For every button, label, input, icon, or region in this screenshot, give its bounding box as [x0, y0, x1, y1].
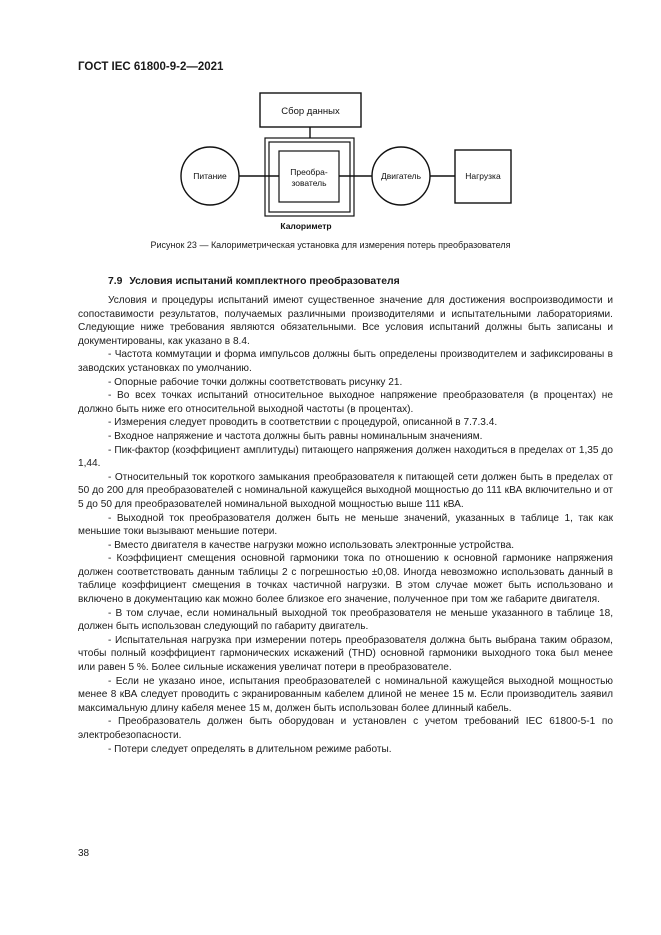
converter-label-line1: Преобра- — [290, 167, 328, 177]
list-item: - Измерения следует проводить в соответствии с процедурой, описанной в 7.7.3.4. — [108, 417, 498, 429]
document-header: ГОСТ IEC 61800-9-2—2021 — [78, 61, 224, 73]
motor-label: Двигатель — [380, 171, 422, 181]
list-item: - Коэффициент смещения основной гармоники тока по отношению к основной гармонике напряжения должен соответствовать данным таблицы 2 с погрешностью ±0,08. Иногда невозможно использовать данный в таблице коэффициент смещения в точках частичной нагрузки. В этом случае может быть использовано и включено в документацию как можно более близкое его значение, полученное при том же габарите двигателя. — [78, 553, 613, 606]
section-title: Условия испытаний комплектного преобразователя — [129, 276, 400, 287]
converter-label-line2: зователь — [291, 178, 327, 188]
list-item: - Во всех точках испытаний относительное выходное напряжение преобразователя (в процентах) не должно быть ниже его относительной выходной частоты (в процентах). — [78, 390, 613, 415]
list-item: - Опорные рабочие точки должны соответствовать рисунку 21. — [108, 376, 403, 388]
list-item: - Потери следует определять в длительном режиме работы. — [108, 743, 392, 755]
section-heading — [108, 276, 400, 287]
list-item: - Входное напряжение и частота должны быть равны номинальным значениям. — [108, 430, 483, 442]
paragraph: Условия и процедуры испытаний имеют существенное значение для достижения воспроизводимости и сопоставимости результатов, получаемых различными производителями и испытательными лабораториями. Следующие ниже требования являются обязательными. Все условия испытаний должны быть записаны и документированы, как указано в 8.4. — [78, 295, 613, 347]
list-item: - Если не указано иное, испытания преобразователей с номинальной кажущейся выходной мощностью менее 8 кВА следует проводить с экранированным кабелем длиной не менее 15 м. Если производитель заявил максимальную длину кабеля менее 15 м, должен быть использован более длинный кабель. — [78, 675, 613, 714]
list-item: - Частота коммутации и форма импульсов должны быть определены производителем и зафиксированы в заводских установках по умолчанию. — [78, 349, 613, 374]
list-item: - Выходной ток преобразователя должен быть не меньше значений, указанных в таблице 1, так как меньшие токи вызывают меньшие потери. — [78, 512, 613, 538]
supply-label: Питание — [193, 171, 227, 181]
load-label: Нагрузка — [465, 171, 501, 181]
list-item: - Преобразователь должен быть оборудован и установлен с учетом требований IEC 61800-5-1 по электробезопасности. — [78, 716, 613, 741]
list-item: - Испытательная нагрузка при измерении потерь преобразователя должна быть выбрана таким образом, чтобы полный коэффициент гармонических искажений (THD) основной гармоники выходного тока был менее или равен 5 %. Более сильные искажения увеличат потери в преобразователе. — [78, 634, 613, 674]
figure-caption: Рисунок 23 — Калориметрическая установка для измерения потерь преобразователя — [150, 240, 511, 250]
body-text — [78, 294, 613, 756]
data-acquisition-label: Сбор данных — [281, 106, 340, 117]
section-number: 7.9 — [108, 276, 123, 287]
list-item: - В том случае, если номинальный выходной ток преобразователя не меньше указанного в таблице 18, должен быть использован следующий по габариту двигатель. — [78, 607, 613, 633]
calorimeter-label: Калориметр — [280, 221, 332, 231]
list-item: - Относительный ток короткого замыкания преобразователя к питающей сети должен быть в пределах от 50 до 200 для преобразователей с номинальной кажущейся выходной мощностью до 111 кВА включительно и от 5 до 50 для преобразователей номинальной выходной мощностью выше 111 кВА. — [78, 471, 613, 510]
page-number: 38 — [78, 848, 90, 859]
list-item: - Вместо двигателя в качестве нагрузки можно использовать электронные устройства. — [108, 539, 515, 551]
calorimetric-setup-diagram — [0, 0, 661, 260]
list-item: - Пик-фактор (коэффициент амплитуды) питающего напряжения должен находиться в пределах от 1,35 до 1,44. — [78, 444, 613, 470]
